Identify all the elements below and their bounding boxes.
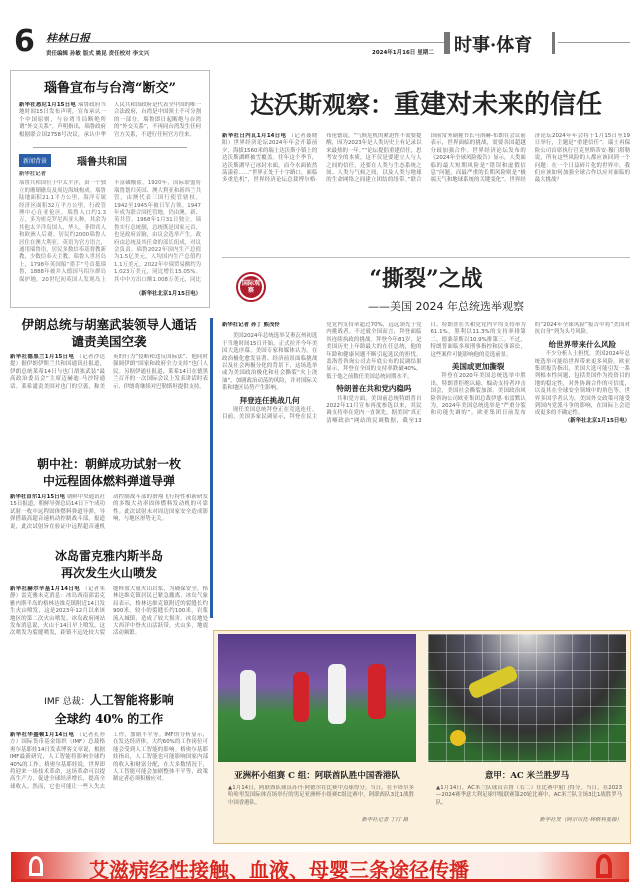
player (240, 670, 256, 720)
nauru-box (10, 70, 210, 308)
imf-headline-1: 人工智能将影响 (89, 693, 174, 707)
davos-headline-b: 重建对未来的信任 (393, 90, 602, 120)
photo1-caption-title: 亚洲杯小组赛 C 组：阿联酋队胜中国香港队 (234, 771, 400, 781)
imf-headline-prefix: IMF 总裁： (44, 697, 90, 707)
iceland-headline-1: 冰岛雷克雅内斯半岛 (54, 549, 163, 563)
usvote-article: 新华社记者 孙丁 熊茂伶 美国2024年总统选举艾奥瓦州初选于当地时间15日开始，正式拉开今年美国大选序幕。美国专家和媒体认为，在政治极化愈发显著、经济前景面临挑战以及社会两极分化的背景下，这场选举或为美国政治极化和社会撕裂“火上浇油”，加剧政治动荡的风险，并对国际关系和地区局势产生影响。 拜登连任挑战几何 现任美国总统拜登正在竞选连任。目前，美国多家民调显示，拜登在民主党党内支持率超过70%，远远领先于党内挑战者。不过就全国而言，拜登面临其连续执政的挑战。拜登今年81岁，是美国历史上年龄最大的在任总统，他的年龄和健康问题不断引起选民的担忧。盖洛普咨询公司去年底公布的民调结果显示，拜登在全国的支持率跌破40%，低于他之前数任美国总统同期水平。 特朗普在共和党内稳吗 共和党方面，美国前总统特朗普自2022年11月宣布再度参选以来，其民调支持率在党内一直领先。据美国“真正清晰政治”网站的民调数据，截至13日，特朗普在共和党党内平均支持率为61.1%，黑利以11.3%的支持率排第二，德桑蒂斯以10.9%排第三。不过，特朗普面临多项刑事指控和民事诉讼，这些案件可能影响他的竞选前景。 美国或更加撕裂 拜登在2020年美国总统选举中胜出，特朗普拒绝认输，煽动支持者冲击国会，美国社会撕裂加深。美国政治风险咨询公司欧亚集团总裁伊恩·布雷默认为，2024年美国总统选举是“严重分裂和功能失调的”。欧亚集团日前发布的“2024年全球风险”报告中将“美国对抗自身”列为头号风险。 给世界带来什么风险 不少分析人士担忧，美国2024年总统选举可能给世界带来更多风险。欧亚集团报告指出，美国大选可能引发一系列根本性问题，包括美国作为投资目的地的稳定性，对外协调合作的可信度，以及其在全球安全领域中的角色等。世界多国学者认为，美国外交政策可能受到国内党派斗争的影响，在国际上会造成更多的不确定性。 （新华社北京1月15日电） (222, 322, 630, 424)
subhead: 特朗普在共和党内稳吗 (336, 384, 412, 394)
photo2-caption: ▲1月14日，AC米兰队球员吉鲁（右二）在比赛中射门得分。当日，在2023—2024赛季意大利足球甲级联赛第20轮比赛中，AC米兰队主场3比1战胜罗马队。 (436, 785, 622, 806)
paper-name: 桂林日报 (46, 32, 90, 45)
photo-milan-vs-roma (428, 634, 626, 762)
sports-box (213, 630, 631, 844)
iran-article: 伊朗总统与胡塞武装领导人通话 谴责美国空袭 新华社德黑兰1月15日电 （记者沙达提）据伊朗伊斯兰共和国通讯社报道，伊朗总统莱希14日与也门胡塞武装“最高政治委员会”主席迈赫迪·马沙特通话。莱希谴责美国对也门的空袭，称美英的行为“侵略和违反国际法”，他同时强调伊朗“国家和政府全力支持”也门人民。另据伊通社报道，莱希14日在德黑兰召开的一次国际会议上发表讲话时表示，伊朗将继续对巴勒斯坦提供支持。 (10, 317, 208, 390)
subhead: 给世界带来什么风险 (548, 339, 617, 349)
nauru-source: （新华社北京1月15日电） (135, 291, 201, 298)
international-watch-badge: 国际观察 (236, 272, 266, 302)
divider (33, 147, 187, 148)
rule (46, 42, 446, 43)
iran-headline-2: 谴责美国空袭 (71, 334, 147, 349)
ball (450, 730, 466, 746)
player (293, 672, 309, 722)
editors: 责任编辑 孙敏 版式 姚昆 责任校对 李文兴 (46, 51, 150, 57)
player (368, 664, 386, 719)
section-bar-right (552, 32, 555, 54)
background-title: 瑙鲁共和国 (77, 157, 128, 168)
imf-article: IMF 总裁：人工智能将影响 全球约 40% 的工作 新华社华盛顿1月14日电 （记者孔亦方）国际货币基金组织（IMF）总裁格奥尔基耶娃14日发表博客文章说，根据IMF最新研究，人工智能将影响全球约40%的工作。格奥尔基耶娃说，世界即将迎来一场技术革命，这场革命可以提高生产力，促进全球经济增长，提高全球收入。然而，它也可能让一些人失去工作，加剧不平等。IMF的分析显示，在发达经济体，大约60%的工作岗位可能会受到人工智能的影响。格奥尔基耶娃指出，人工智能也可能影响国家内部的收入和财富分配，在大多数情况下，人工智能可能会加剧整体不平等，政策制定者必须积极应对。 (10, 693, 208, 790)
nauru-article: 新华社悉尼1月15日电 瑙鲁政府当地时间15日发布声明，宣布承认一个中国原则，与台湾当局断绝所谓“外交关系”。声明指出，瑙鲁政府根据联合国2758号决议，承认中华人民共和国政府是代表全中国的唯一合法政府，台湾是中国领土不可分割的一部分。瑙鲁即日起断绝与台湾的“外交关系”，不再同台湾发生任何官方关系，不进行任何官方往来。 (19, 102, 201, 138)
background-article: 瑙鲁共和国位于中太平洋，由一个独立的珊瑚礁岛及周边海域构成。瑙鲁陆地面积21.1平方公里，海洋专属经济区面积32万平方公里，行政管理中心在亚伦区。瑙鲁人口约1.3万，多为密克罗尼西亚人种，其余为其他太平洋岛国人、华人、菲律宾人和欧洲人后裔。居民约2000瑙鲁人居住在澳大利亚。英语为官方语言，通用瑙鲁语。居民多数信奉基督教新教，少数信奉天主教。瑙鲁人世居岛上，1798年英国船“猎手”号首抵瑙鲁，1888年被并入德国马绍尔群岛保护地。20世纪初英国人发现岛上丰富磷酸盐。1920年，国际联盟将瑙鲁划归英国、澳大利亚和新西兰共管，由澳代表三国行使管辖权。1942至1945年被日军占领。1947年成为联合国托管地，仍由澳、新、英共管。1968年1月31日独立。瑙鲁实行总统制，总统既是国家元首，也是政府首脑，由议会选举产生。政府由总统及其任命的部长组成，对议会负责。瑙鲁2022年国内生产总值为1.5亿美元，人均国内生产总值约1.1万美元。2022年中瑙贸易额约为1.023万美元，同比增长15.05%。其中中方出口额1.008万美元，同比 (19, 180, 201, 283)
divider (222, 257, 630, 258)
dprk-article: 朝中社：朝鲜成功试射一枚 中远程固体燃料弹道导弹 新华社首尔1月15日电 朝鲜中央通讯社15日报道，朝鲜导弹总局14日下午成功试射一枚中远程固体燃料弹道导弹，导弹搭载高超音速机动控制战斗部。报道说，此次试射旨在验证中远程超音速机动控制战斗部的滑翔飞行特性和新研发的多级大功率固体燃料发动机的可靠性。此次试射未对周边国家安全造成影响，与地区形势无关。 (10, 457, 208, 530)
davos-headline-a: 达沃斯观察： (249, 90, 394, 119)
banner-text: 艾滋病经性接触、血液、母婴三条途径传播 (89, 858, 469, 882)
dprk-headline-2: 中远程固体燃料弹道导弹 (42, 474, 175, 488)
davos-article: 达沃斯观察： 重建对未来的信任 新华社日内瓦1月14日电 （记者聂晓阳）世界经济论坛2024年年会开幕前夕，海拔1560米的瑞士达沃斯小镇上的达沃斯湖畔被雪覆盖。往年这个季节，达沃斯湖早已冰封水面，而今水面依然荡漾着……“世界正处于十字路口，面临多重危机”，世界经济论坛总裁博尔格·布伦德说。“气候危机的紧迫性不需要提醒，因为2023年是人类历史上有记录以来最热的一年。”“论坛提倡重建信任，思考安全的本质，这不仅是要建立人与人之间的信任，还要在人类与生态系统之间、人类与气候之间，以及人类与地球的生命网络之间建立团结的纽带。”联合国前常务副秘书长马洛赫-布朗在会议前表示，世界面临的挑战，需要各国超越分歧加强合作。世界经济论坛发布的《2024年全球风险报告》显示，人类面临的最大短期风险是“错误和虚假信息”问题，而最严重的长期风险则是“极端天气和地球系统的关键变化”。世界经济论坛2024年年会将于1月15日至19日举行，主题是“重建信任”。瑞士再保险公司首席执行官克里斯蒂安·穆门塔勒说，所有这些风险的人都应该回到一个问题：在一个日益碎片化的世界中，我们应该如何加强全球合作以应对面临的最大挑战？ (222, 84, 630, 251)
photo2-caption-title: 意甲：AC 米兰胜罗马 (484, 771, 570, 781)
aids-awareness-banner (11, 852, 629, 882)
red-ribbon-icon (596, 854, 612, 878)
photo1-credit: 新华社记者 丁汀 摄 (361, 817, 408, 823)
usvote-headline: “撕裂”之战 (369, 266, 483, 292)
photo2-credit: 新华社发（阿尔贝托·林格利亚摄） (539, 817, 622, 823)
rule-right (558, 42, 630, 43)
subhead: 美国或更加撕裂 (451, 362, 505, 372)
iran-headline-1: 伊朗总统与胡塞武装领导人通话 (21, 317, 197, 332)
section-bar-left (444, 32, 450, 54)
news-background-tag: 新闻背景 (19, 154, 51, 167)
blue-rule (210, 318, 213, 618)
iceland-headline-2: 再次发生火山喷发 (60, 566, 157, 580)
photo-uae-vs-hongkong (218, 634, 416, 762)
photo1-caption: ▲1月14日，阿联酋队球员苏丹·阿德尔在比赛中点球得分。当日，在卡塔尔多哈哈里发国际体育场举行的男足亚洲杯小组赛C组比赛中，阿联酋队3比1战胜中国香港队。 (228, 785, 414, 806)
red-ribbon-icon (29, 856, 43, 876)
section-title: 时事·体育 (454, 35, 533, 56)
imf-headline-2: 全球约 40% 的工作 (54, 712, 164, 726)
player (328, 664, 346, 724)
usvote-subtitle: ——美国 2024 年总统选举观察 (368, 300, 524, 313)
iceland-article: 冰岛雷克雅内斯半岛 再次发生火山喷发 新华社赫尔辛基1月14日电 （记者朱静）雷克雅未克消息：冰岛西南部雷克雅内斯半岛的格林达维克镇附近14日发生火山喷发，这是2023年12月以来该地区的第二次火山喷发。冰岛政府网站发布消息说，火山于14日早上喷发，这次喷发为裂缝喷发，距镇不远处较大裂缝释放大量火山岩浆，为确保安全，格林达维克镇居民已紧急撤离。冰岛气象局表示，格林达维克镇附近的裂缝长约900米，较小的裂缝长约100米，岩浆流入城镇，造成了较大损害。冰岛地处大西洋中脊火山活跃带，火山多，地震活动频繁。 (10, 549, 208, 637)
masthead (14, 24, 630, 59)
date: 2024年1月16日 星期二 (372, 50, 434, 56)
dprk-headline-1: 朝中社：朝鲜成功试射一枚 (36, 457, 181, 471)
subhead: 拜登连任挑战几何 (239, 395, 300, 405)
byline: 新华社记者 (19, 171, 46, 177)
nauru-headline: 瑙鲁宣布与台湾“断交” (44, 81, 176, 96)
page-number: 6 (14, 24, 35, 59)
